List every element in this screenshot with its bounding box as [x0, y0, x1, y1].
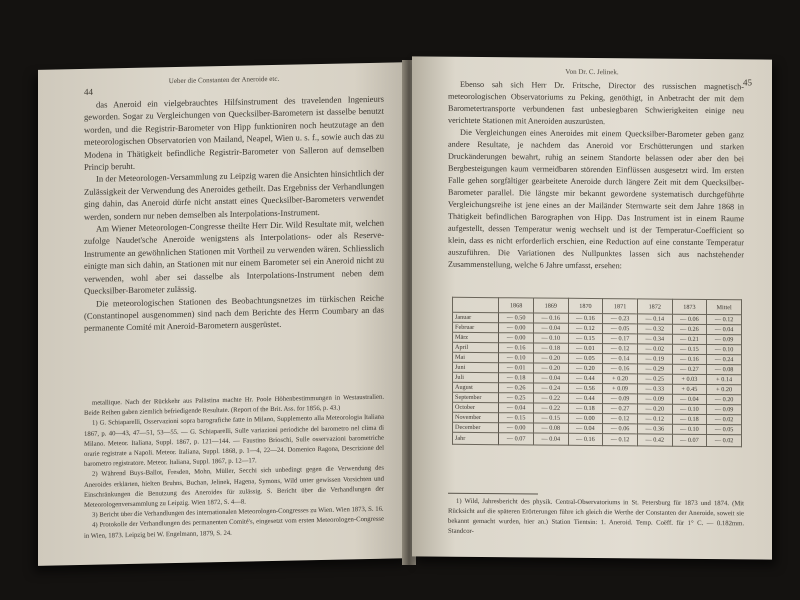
left-page-number: 44 [84, 86, 93, 97]
month-cell: März [453, 332, 499, 342]
year-value-cell: — 0.04 [533, 433, 568, 445]
value-cell: — 0.00 [499, 333, 534, 343]
value-cell: — 0.12 [707, 315, 742, 325]
value-cell: — 0.20 [707, 395, 742, 405]
value-cell: — 0.10 [707, 345, 742, 355]
table-total-row [453, 432, 742, 447]
month-cell: Mai [453, 352, 499, 362]
value-cell: — 0.09 [637, 394, 672, 404]
value-cell: — 0.25 [637, 374, 672, 384]
table-header: 1870 [568, 298, 603, 313]
value-cell: — 0.32 [637, 324, 672, 334]
table-header: Mittel [707, 300, 742, 315]
right-paragraph: Die Vergleichungen eines Aneroides mit einem Quecksilber-Barometer geben ganz andere Resultate, je nachdem das Aneroid vor Erschütterungen und starken Druckänderungen bewahrt, ruhig an seinem Standorte belassen oder aber den bei Bergbesteigungen kaum vermeidbaren störenden Einflüssen ausgesetzt wird. Im ersten Falle gehen sorgfältiger gearbeitete Aneroide durch längere Zeit mit dem Quecksilber-Barometer parallel. Die längste mir bekannt gewordene systematisch durchgeführte Vergleichungsreihe ist jene eines an der Mailänder Sternwarte seit dem Jahre 1868 in Thätigkeit befindlichen Barographen von Hipp. Das Instrument ist in einem Raume aufgestellt, dessen Temperatur wenig wechselt und ist der Temperatur-Coefficient so klein, dass es nicht erforderlich erschien, eine Reduction auf eine constante Temperatur auszuführen. Die Variationen des Nullpunktes lassen sich aus nachstehender Zusammenstellung, welche 6 Jahre umfasst, ersehen: [448, 127, 744, 271]
value-cell: — 0.56 [568, 383, 603, 393]
value-cell: — 0.00 [568, 413, 603, 423]
left-footnotes [84, 393, 384, 542]
value-cell: — 0.09 [707, 335, 742, 345]
value-cell: — 0.34 [637, 334, 672, 344]
left-paragraph: Die meteorologischen Stationen des Beobachtungsnetzes im türkischen Reiche (Constantinopel ausgenommen) sind nach dem Berichte des Herrn Coumbary an das permanente Comité mit Aneroid-Barometern ausgerüstet. [84, 292, 384, 334]
value-cell: — 0.18 [499, 373, 534, 383]
value-cell: — 0.04 [568, 423, 603, 433]
table-body [453, 312, 742, 447]
table-header: 1869 [533, 298, 568, 313]
value-cell: — 0.17 [603, 334, 638, 344]
month-cell: Februar [453, 322, 499, 332]
right-body-text [448, 79, 744, 274]
zero-point-table [452, 297, 742, 448]
month-cell: August [453, 382, 499, 392]
value-cell: — 0.09 [707, 405, 742, 415]
month-cell: December [453, 422, 499, 432]
value-cell: — 0.01 [568, 343, 603, 353]
year-value-cell: — 0.16 [568, 433, 603, 445]
table-header: 1868 [499, 298, 534, 313]
value-cell: — 0.26 [499, 383, 534, 393]
value-cell: + 0.20 [603, 374, 638, 384]
value-cell: — 0.15 [499, 413, 534, 423]
value-cell: — 0.33 [637, 384, 672, 394]
left-footnote: 4) Protokolle der Verhandlungen des permanenten Comité's, eingesetzt vom ersten Meteorologen-Congresse in Wien, 1873. Leipzig bei W. Engelmann, 1879, S. 24. [84, 516, 384, 540]
value-cell: — 0.22 [533, 393, 568, 403]
table-header: 1873 [672, 299, 707, 314]
value-cell: — 0.10 [672, 424, 707, 434]
value-cell: — 0.06 [603, 424, 638, 434]
right-page [412, 56, 772, 559]
value-cell: — 0.14 [637, 314, 672, 324]
value-cell: — 0.02 [637, 344, 672, 354]
left-footnote: metallique. Nach der Rückkehr aus Palästina machte Hr. Poole Höhenbestimmungen in Westaustralien. Beide Reihen gaben ziemlich befriedigende Resultate. (Report of the Brit. Ass. for 1856, p. 43.) [84, 393, 384, 418]
value-cell: — 0.18 [568, 403, 603, 413]
value-cell: — 0.16 [603, 364, 638, 374]
value-cell: — 0.04 [707, 325, 742, 335]
value-cell: — 0.14 [603, 354, 638, 364]
value-cell: — 0.26 [672, 324, 707, 334]
table-header: 1871 [603, 299, 638, 314]
value-cell: — 0.12 [603, 414, 638, 424]
value-cell: — 0.20 [533, 363, 568, 373]
month-cell: September [453, 392, 499, 402]
value-cell: — 0.15 [568, 333, 603, 343]
left-body-text [84, 93, 384, 335]
value-cell: — 0.00 [499, 323, 534, 333]
value-cell: — 0.10 [533, 333, 568, 343]
year-value-cell: — 0.02 [707, 435, 742, 447]
value-cell: — 0.12 [603, 344, 638, 354]
left-running-head: Ueber die Constanten der Aneroide etc. [168, 74, 280, 86]
table-header: 1872 [637, 299, 672, 314]
year-value-cell: — 0.12 [603, 434, 638, 446]
left-paragraph: Am Wiener Meteorologen-Congresse theilte Herr Dir. Wild Resultate mit, welchen zufolge Naudet'sche Aneroide wenigstens als Interpolations- oder als Reserve-Instrumente an gewöhnlichen Stationen mit Vortheil zu verwenden wären. Schliesslich einigte man sich dahin, an Stationen mit nur einem Barometer sei ein Aneroid nicht zu verwenden, wohl aber sei dasselbe als Interpolations-Instrument neben dem Quecksilber-Barometer zulässig. [84, 217, 384, 297]
value-cell: + 0.03 [672, 374, 707, 384]
value-cell: — 0.50 [499, 313, 534, 323]
value-cell: — 0.05 [707, 425, 742, 435]
value-cell: — 0.24 [707, 355, 742, 365]
left-paragraph: das Aneroid ein vielgebrauchtes Hilfsinstrument des travelenden Ingenieurs geworden. Sogar zu Vergleichungen von Quecksilber-Barometern ist dasselbe benutzt worden, und die Registrir-Barometer von Hipp funktioniren noch heutzutage an den meteorologischen Observatorien von Mailand, Neapel, Wien u. s. f., sowie auch das zu Modena in Thätigkeit befindliche Registrir-Barometer von Salleron auf demselben Princip beruht. [84, 93, 384, 172]
value-cell: — 0.08 [707, 365, 742, 375]
value-cell: — 0.44 [568, 373, 603, 383]
value-cell: — 0.04 [499, 403, 534, 413]
value-cell: — 0.12 [637, 414, 672, 424]
left-page [38, 62, 410, 566]
left-footnote: 1) G. Schiaparelli, Osservazioni sopra barografiche fatte in Milano, Supplemento alla Meteorologia Italiana 1867, p. 40—43, 47—51, 53—55. — G. Schiaparelli, Sulle variazioni periodiche del barometro nel clima di Milano. Meteor. Italiana, Suppl. 1867, p. 121—144. — Faustino Brioschi, Sulle osservazioni barometriche orarie registrate a Napoli. Meteor. Italiana, Suppl. 1868, p. 1—4, 22—24. Domenico Ragona, Descrizione del barometro registratore. Meteor. Italiana, Suppl. 1867, p. 12—17. [84, 414, 384, 469]
value-cell: — 0.02 [707, 415, 742, 425]
right-footnotes [448, 497, 744, 540]
value-cell: — 0.15 [672, 344, 707, 354]
right-paragraph: Ebenso sah sich Herr Dr. Fritsche, Director des russischen magnetisch-meteorologischen Observatoriums zu Peking, genöthigt, in Anbetracht der mit dem Barometertransporte verbundenen fast unbesiegbaren Schwierigkeiten einige neu verichtete Stationen mit Aneroiden auszurüsten. [448, 79, 744, 127]
value-cell: — 0.01 [499, 363, 534, 373]
open-book [30, 52, 770, 572]
value-cell: — 0.25 [499, 393, 534, 403]
value-cell: — 0.16 [499, 343, 534, 353]
table-header [453, 297, 499, 312]
year-value-cell: — 0.07 [499, 433, 534, 445]
value-cell: + 0.14 [707, 375, 742, 385]
value-cell: — 0.20 [637, 404, 672, 414]
value-cell: — 0.19 [637, 354, 672, 364]
value-cell: — 0.16 [672, 354, 707, 364]
value-cell: — 0.05 [603, 324, 638, 334]
value-cell: — 0.08 [533, 423, 568, 433]
value-cell: — 0.06 [672, 314, 707, 324]
value-cell: — 0.10 [672, 404, 707, 414]
value-cell: — 0.21 [672, 334, 707, 344]
value-cell: + 0.45 [672, 384, 707, 394]
month-cell: October [453, 402, 499, 412]
value-cell: — 0.04 [672, 394, 707, 404]
value-cell: — 0.20 [568, 363, 603, 373]
value-cell: — 0.44 [568, 393, 603, 403]
value-cell: — 0.15 [533, 413, 568, 423]
value-cell: — 0.36 [637, 424, 672, 434]
value-cell: — 0.20 [533, 353, 568, 363]
month-cell: Januar [453, 312, 499, 322]
value-cell: + 0.09 [603, 384, 638, 394]
right-page-number: 45 [743, 77, 752, 88]
value-cell: — 0.05 [568, 353, 603, 363]
right-running-head: Von Dr. C. Jelinek. [565, 67, 619, 77]
value-cell: — 0.16 [568, 313, 603, 323]
value-cell: — 0.16 [533, 313, 568, 323]
value-cell: — 0.18 [672, 414, 707, 424]
value-cell: — 0.23 [603, 314, 638, 324]
left-footnote: 3) Bericht über die Verhandlungen des internationalen Meteorologen-Congresses zu Wien. Wien 1873, S. 16. [92, 505, 384, 519]
value-cell: — 0.27 [672, 364, 707, 374]
year-value-cell: — 0.42 [637, 434, 672, 446]
left-footnote: 2) Während Buys-Ballot, Fresden, Mohn, Müller, Secchi sich unbedingt gegen die Verwendung des Aneroides erklärten, hielten Bruhns, Buchan, Jelinek, Hagena, Symons, Wild unter gewissen Vorsichten und Einschränkungen die Benutzung des Aneroides für zulässig. S. Bericht über die Verhandlungen der Meteorologenversammlung zu Leipzig. Wien 1872, S. 4—8. [84, 465, 384, 509]
value-cell: — 0.27 [603, 404, 638, 414]
value-cell: — 0.00 [499, 423, 534, 433]
value-cell: — 0.10 [499, 353, 534, 363]
value-cell: — 0.04 [533, 323, 568, 333]
value-cell: — 0.22 [533, 403, 568, 413]
year-value-cell: — 0.07 [672, 434, 707, 446]
left-paragraph: In der Meteorologen-Versammlung zu Leipzig waren die Ansichten hinsichtlich der Zulässigkeit der Verwendung des Aneroides getheilt. Das Ergebniss der Verhandlungen ging dahin, das Aneroid dürfe nicht anstatt eines Quecksilber-Barometers verwendet werden, sondern nur neben demselben als Interpolations-Instrument. [84, 168, 384, 222]
right-footnote: 1) Wild, Jahresbericht des physik. Central-Observatoriums in St. Petersburg für 1873 und 1874. (Mit Rücksicht auf die späteren Erörterungen führe ich gleich die Werthe der Constanten der Aneroide, soweit sie bekannt gemacht wurden, hier an.) Station Tientsin: 1. Aneroid. Temp. Coëff. für 1° C. — 0.182mm. Standcor- [448, 497, 744, 535]
value-cell: — 0.29 [637, 364, 672, 374]
month-cell: Juni [453, 362, 499, 372]
month-cell: April [453, 342, 499, 352]
value-cell: — 0.12 [568, 323, 603, 333]
value-cell: + 0.20 [707, 385, 742, 395]
value-cell: — 0.18 [533, 343, 568, 353]
value-cell: — 0.24 [533, 383, 568, 393]
year-label-cell: Jahr [453, 432, 499, 444]
month-cell: November [453, 412, 499, 422]
month-cell: Juli [453, 372, 499, 382]
footnote-rule [448, 493, 538, 495]
value-cell: — 0.04 [533, 373, 568, 383]
value-cell: — 0.09 [603, 394, 638, 404]
